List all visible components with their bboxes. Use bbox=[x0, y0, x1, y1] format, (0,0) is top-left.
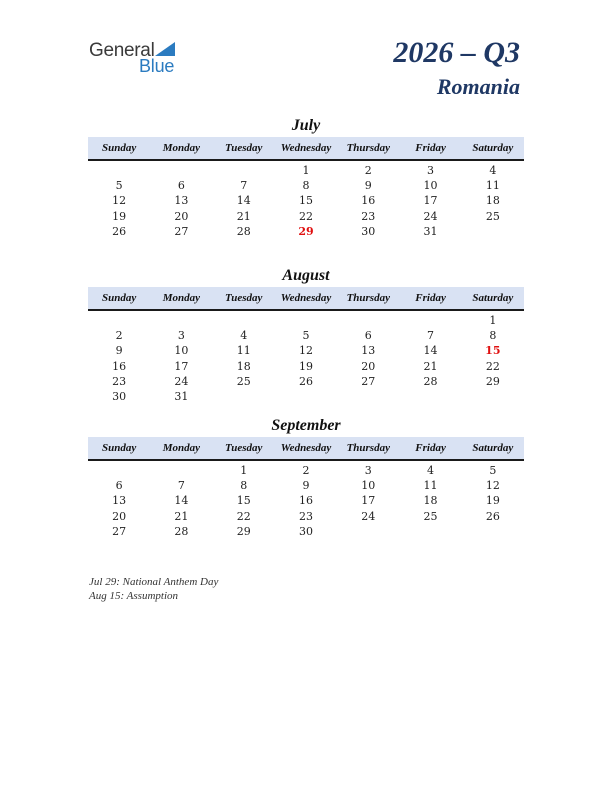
day-cell: 16 bbox=[112, 359, 127, 373]
day-cell: 3 bbox=[427, 164, 435, 177]
day-cell: 4 bbox=[240, 329, 248, 343]
logo-text-general: General bbox=[89, 40, 155, 61]
day-cell: 30 bbox=[298, 524, 313, 538]
logo-triangle-icon bbox=[155, 42, 175, 56]
day-cell: 13 bbox=[112, 494, 127, 508]
day-cell bbox=[337, 524, 399, 539]
weekday-label: Tuesday bbox=[224, 142, 263, 154]
day-cell: 20 bbox=[112, 509, 127, 523]
day-cell: 7 bbox=[240, 179, 248, 193]
day-cell: 2 bbox=[115, 329, 123, 343]
weekday-label: Wednesday bbox=[280, 292, 332, 304]
day-cell: 19 bbox=[298, 359, 313, 373]
day-cell bbox=[88, 163, 150, 178]
day-cell: 29 bbox=[485, 374, 500, 388]
logo-text-blue: Blue bbox=[139, 56, 175, 76]
day-cell: 23 bbox=[298, 509, 313, 523]
weekday-label: Monday bbox=[162, 292, 201, 304]
weekday-label: Tuesday bbox=[224, 292, 263, 304]
day-cell bbox=[399, 389, 461, 404]
week-row bbox=[88, 524, 524, 539]
day-cell: 2 bbox=[302, 464, 310, 477]
day-cell: 5 bbox=[115, 179, 123, 193]
day-cell: 26 bbox=[298, 374, 313, 388]
day-cell: 16 bbox=[361, 194, 376, 208]
weekday-label: Monday bbox=[162, 442, 201, 454]
holiday-notes bbox=[89, 576, 218, 603]
week-row bbox=[88, 478, 524, 493]
week-row bbox=[88, 328, 524, 343]
day-cell: 29 bbox=[236, 524, 251, 538]
day-cell: 25 bbox=[485, 209, 500, 223]
day-cell bbox=[337, 389, 399, 404]
day-cell: 27 bbox=[174, 224, 189, 238]
day-cell: 27 bbox=[112, 524, 127, 538]
day-cell bbox=[213, 313, 275, 328]
day-cell: 7 bbox=[427, 329, 435, 343]
day-cell: 11 bbox=[423, 479, 438, 493]
holiday-note: Jul 29: National Anthem Day bbox=[89, 576, 219, 588]
weekday-header-row bbox=[88, 287, 524, 311]
month-calendar-july bbox=[88, 116, 524, 239]
month-name: September bbox=[271, 417, 341, 434]
day-cell: 22 bbox=[236, 509, 251, 523]
day-cell: 10 bbox=[361, 479, 376, 493]
day-cell: 16 bbox=[298, 494, 313, 508]
day-cell: 17 bbox=[361, 494, 376, 508]
day-cell: 25 bbox=[423, 509, 438, 523]
day-cell: 1 bbox=[240, 464, 248, 477]
day-cell: 30 bbox=[112, 389, 127, 403]
day-cell: 12 bbox=[485, 479, 500, 493]
day-cell: 5 bbox=[489, 464, 497, 477]
day-cell: 9 bbox=[364, 179, 372, 193]
week-row bbox=[88, 193, 524, 208]
day-cell: 26 bbox=[112, 224, 127, 238]
day-cell bbox=[213, 163, 275, 178]
day-cell: 20 bbox=[361, 359, 376, 373]
day-cell: 5 bbox=[302, 329, 310, 343]
day-cell bbox=[150, 163, 212, 178]
weekday-label: Thursday bbox=[346, 292, 390, 304]
day-cell: 19 bbox=[112, 209, 127, 223]
day-cell: 8 bbox=[489, 329, 497, 343]
day-cell bbox=[150, 313, 212, 328]
weekday-header-row bbox=[88, 437, 524, 461]
week-row bbox=[88, 313, 524, 328]
day-cell: 31 bbox=[423, 224, 438, 238]
day-cell: 10 bbox=[423, 179, 438, 193]
day-cell: 24 bbox=[174, 374, 189, 388]
weekday-label: Friday bbox=[415, 292, 446, 304]
weekday-label: Monday bbox=[162, 142, 201, 154]
weekday-label: Sunday bbox=[102, 292, 137, 304]
day-cell: 4 bbox=[489, 164, 497, 177]
month-calendar-august bbox=[88, 266, 524, 404]
month-name: August bbox=[282, 267, 330, 284]
day-cell: 28 bbox=[236, 224, 251, 238]
day-cell: 15 bbox=[298, 194, 313, 208]
weeks-grid bbox=[88, 311, 524, 404]
day-cell: 14 bbox=[423, 344, 438, 358]
page-title: 2026 – Q3 bbox=[393, 36, 520, 69]
day-cell: 12 bbox=[298, 344, 313, 358]
day-cell: 3 bbox=[364, 464, 372, 477]
day-cell: 1 bbox=[489, 314, 497, 327]
day-cell: 14 bbox=[236, 194, 251, 208]
day-cell: 23 bbox=[361, 209, 376, 223]
day-cell bbox=[275, 313, 337, 328]
day-cell bbox=[213, 389, 275, 404]
day-cell: 30 bbox=[361, 224, 376, 238]
day-cell bbox=[275, 389, 337, 404]
day-cell: 9 bbox=[115, 344, 123, 358]
weekday-label: Saturday bbox=[472, 442, 514, 454]
day-cell: 12 bbox=[112, 194, 127, 208]
day-cell: 11 bbox=[485, 179, 500, 193]
weekday-label: Friday bbox=[415, 142, 446, 154]
day-cell bbox=[462, 224, 524, 239]
day-cell: 8 bbox=[240, 479, 248, 493]
generalblue-logo bbox=[89, 40, 189, 76]
week-row bbox=[88, 509, 524, 524]
week-row bbox=[88, 178, 524, 193]
day-cell bbox=[462, 389, 524, 404]
week-row bbox=[88, 224, 524, 239]
day-cell bbox=[88, 463, 150, 478]
day-cell: 15 bbox=[236, 494, 251, 508]
day-cell: 28 bbox=[423, 374, 438, 388]
day-cell: 2 bbox=[364, 164, 372, 177]
day-cell: 18 bbox=[485, 194, 500, 208]
day-cell: 22 bbox=[298, 209, 313, 223]
weekday-label: Sunday bbox=[102, 142, 137, 154]
weeks-grid bbox=[88, 161, 524, 239]
day-cell bbox=[399, 313, 461, 328]
holiday-note: Aug 15: Assumption bbox=[89, 589, 179, 602]
weekday-label: Friday bbox=[415, 442, 446, 454]
day-cell: 19 bbox=[485, 494, 500, 508]
weekday-label: Sunday bbox=[102, 442, 137, 454]
day-cell: 20 bbox=[174, 209, 189, 223]
week-row bbox=[88, 389, 524, 404]
day-cell-holiday: 29 bbox=[298, 224, 314, 238]
day-cell: 13 bbox=[361, 344, 376, 358]
week-row bbox=[88, 493, 524, 508]
day-cell: 17 bbox=[423, 194, 438, 208]
weeks-grid bbox=[88, 461, 524, 539]
country-name: Romania bbox=[436, 74, 520, 99]
day-cell: 18 bbox=[423, 494, 438, 508]
weekday-label: Tuesday bbox=[224, 442, 263, 454]
weekday-label: Saturday bbox=[472, 142, 514, 154]
day-cell bbox=[150, 463, 212, 478]
week-row bbox=[88, 359, 524, 374]
day-cell bbox=[462, 524, 524, 539]
day-cell bbox=[399, 524, 461, 539]
weekday-label: Saturday bbox=[472, 292, 514, 304]
day-cell: 21 bbox=[423, 359, 438, 373]
weekday-label: Wednesday bbox=[280, 442, 332, 454]
day-cell bbox=[337, 313, 399, 328]
day-cell-holiday: 15 bbox=[485, 344, 501, 358]
day-cell: 28 bbox=[174, 524, 189, 538]
day-cell: 8 bbox=[302, 179, 310, 193]
weekday-label: Thursday bbox=[346, 142, 390, 154]
weekday-header-row bbox=[88, 137, 524, 161]
week-row bbox=[88, 163, 524, 178]
day-cell: 25 bbox=[236, 374, 251, 388]
day-cell: 6 bbox=[177, 179, 185, 193]
weekday-label: Wednesday bbox=[280, 142, 332, 154]
day-cell: 1 bbox=[302, 164, 310, 177]
day-cell: 13 bbox=[174, 194, 189, 208]
month-calendar-september bbox=[88, 416, 524, 539]
day-cell: 11 bbox=[236, 344, 251, 358]
day-cell: 4 bbox=[427, 464, 435, 477]
day-cell: 9 bbox=[302, 479, 310, 493]
month-name: July bbox=[291, 117, 321, 134]
day-cell bbox=[88, 313, 150, 328]
week-row bbox=[88, 463, 524, 478]
day-cell: 10 bbox=[174, 344, 189, 358]
day-cell: 7 bbox=[177, 479, 185, 493]
weekday-label: Thursday bbox=[346, 442, 390, 454]
day-cell: 24 bbox=[423, 209, 438, 223]
day-cell: 6 bbox=[364, 329, 372, 343]
day-cell: 23 bbox=[112, 374, 127, 388]
day-cell: 22 bbox=[485, 359, 500, 373]
day-cell: 31 bbox=[174, 389, 189, 403]
day-cell: 14 bbox=[174, 494, 189, 508]
week-row bbox=[88, 343, 524, 358]
day-cell: 26 bbox=[485, 509, 500, 523]
day-cell: 3 bbox=[177, 329, 185, 343]
day-cell: 24 bbox=[361, 509, 376, 523]
day-cell: 27 bbox=[361, 374, 376, 388]
day-cell: 21 bbox=[174, 509, 189, 523]
week-row bbox=[88, 374, 524, 389]
day-cell: 18 bbox=[236, 359, 251, 373]
day-cell: 17 bbox=[174, 359, 189, 373]
day-cell: 21 bbox=[236, 209, 251, 223]
day-cell: 6 bbox=[115, 479, 123, 493]
week-row bbox=[88, 209, 524, 224]
